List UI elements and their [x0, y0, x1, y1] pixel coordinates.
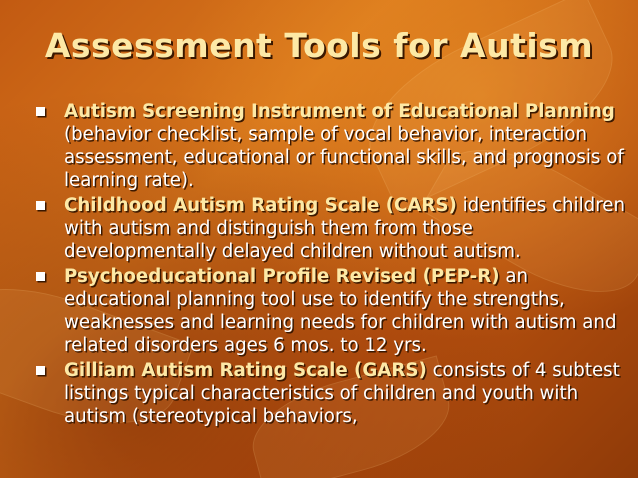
square-bullet-icon: [36, 107, 45, 116]
bullet-item-pep-r: [34, 265, 630, 357]
bullet-item-cars: [34, 194, 630, 263]
bullet-list: [34, 100, 630, 430]
square-bullet-icon: [36, 201, 45, 210]
bullet-term: Childhood Autism Rating Scale (CARS): [64, 195, 457, 216]
square-bullet-icon: [36, 366, 45, 375]
bullet-text: an educational planning tool use to identify the strengths, weaknesses and learning needs for children with autism and related disorders ages 6 mos. to 12 yrs.: [64, 266, 617, 356]
bullet-text: identifies children with autism and distinguish them from those developmentally delayed children without autism.: [64, 195, 625, 262]
bullet-text: (behavior checklist, sample of vocal behavior, interaction assessment, educational or functional skills, and prognosis of learning rate).: [64, 124, 624, 191]
square-bullet-icon: [36, 272, 45, 281]
bullet-term: Gilliam Autism Rating Scale (GARS): [64, 360, 427, 381]
bullet-term: Autism Screening Instrument of Educational Planning: [64, 101, 615, 122]
bullet-term: Psychoeducational Profile Revised (PEP-R): [64, 266, 500, 287]
bullet-item-gars: [34, 359, 630, 428]
bullet-text: consists of 4 subtest listings typical characteristics of children and youth with autism (stereotypical behaviors,: [64, 360, 620, 427]
bullet-item-asiep: [34, 100, 630, 192]
slide-title: Assessment Tools for Autism: [44, 26, 594, 65]
